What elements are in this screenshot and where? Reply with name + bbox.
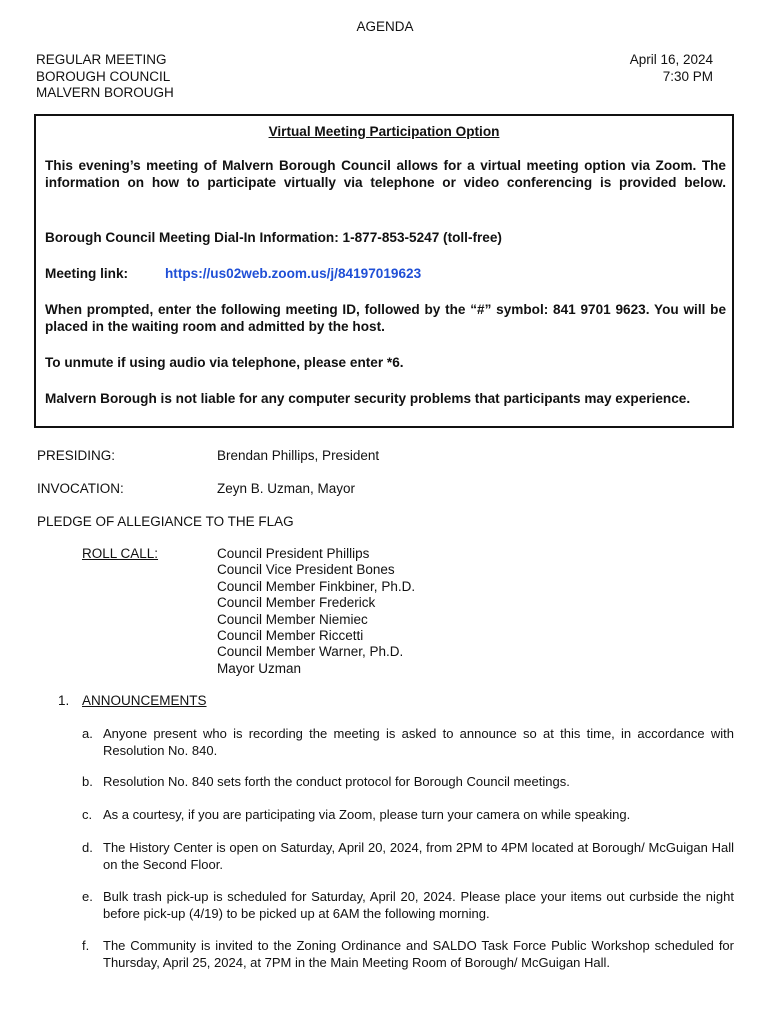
roll-call-member: Council Member Frederick bbox=[217, 595, 376, 611]
roll-call-label: ROLL CALL: bbox=[82, 546, 159, 561]
item-letter: f. bbox=[82, 938, 90, 953]
meeting-header-right bbox=[630, 52, 713, 85]
virtual-intro-text: This evening’s meeting of Malvern Borough Council allows for a virtual meeting option via Zoom. The information on how to participate virtually via telephone or video conferencing is provided below. bbox=[45, 158, 726, 190]
item-text: Anyone present who is recording the meeting is asked to announce so at this time, in accordance with Resolution No. 840. bbox=[103, 726, 734, 758]
header-line-municipality: MALVERN BOROUGH bbox=[36, 85, 174, 100]
pledge-heading: PLEDGE OF ALLEGIANCE TO THE FLAG bbox=[37, 514, 294, 529]
item-text: Bulk trash pick-up is scheduled for Saturday, April 20, 2024. Please place your items out curbside the night before pick-up (4/19) to be picked up at 6AM the following morning. bbox=[103, 889, 734, 921]
item-letter: e. bbox=[82, 889, 93, 904]
agenda-title: AGENDA bbox=[356, 19, 414, 34]
meeting-header-left bbox=[36, 52, 174, 102]
roll-call-member: Council Member Riccetti bbox=[217, 628, 364, 644]
roll-call-member: Council Member Warner, Ph.D. bbox=[217, 644, 404, 660]
presiding-row bbox=[37, 448, 380, 463]
roll-call-member: Council Member Niemiec bbox=[217, 611, 368, 627]
presiding-value: Brendan Phillips, President bbox=[217, 448, 380, 463]
meeting-id-text: When prompted, enter the following meeting ID, followed by the “#” symbol: 841 9701 9623. You will be placed in the waiting room and admitted by the host. bbox=[45, 302, 726, 334]
item-text: As a courtesy, if you are participating via Zoom, please turn your camera on while speaking. bbox=[103, 807, 631, 822]
roll-call-member: Council Member Finkbiner, Ph.D. bbox=[217, 578, 416, 594]
meeting-time: 7:30 PM bbox=[662, 68, 713, 84]
item-letter: c. bbox=[82, 807, 93, 822]
virtual-box-title: Virtual Meeting Participation Option bbox=[268, 124, 500, 139]
meeting-link-label: Meeting link: bbox=[45, 266, 129, 281]
liability-notice: Malvern Borough is not liable for any computer security problems that participants may experience. bbox=[45, 391, 691, 406]
virtual-participation-box bbox=[34, 114, 734, 428]
item-letter: a. bbox=[82, 726, 93, 741]
header-line-meeting-type: REGULAR MEETING bbox=[36, 52, 167, 67]
item-letter: d. bbox=[82, 840, 93, 855]
roll-call-list bbox=[217, 546, 415, 677]
item-letter: b. bbox=[82, 774, 93, 789]
presiding-label: PRESIDING: bbox=[37, 448, 116, 463]
roll-call-member: Mayor Uzman bbox=[217, 660, 302, 676]
invocation-row bbox=[37, 481, 356, 496]
roll-call-member: Council President Phillips bbox=[217, 546, 370, 561]
invocation-label: INVOCATION: bbox=[37, 481, 124, 496]
section-number: 1. bbox=[58, 693, 70, 708]
roll-call-member: Council Vice President Bones bbox=[217, 562, 395, 578]
item-text: Resolution No. 840 sets forth the conduct protocol for Borough Council meetings. bbox=[103, 774, 570, 789]
meeting-link[interactable]: https://us02web.zoom.us/j/84197019623 bbox=[165, 266, 422, 281]
item-text: The History Center is open on Saturday, April 20, 2024, from 2PM to 4PM located at Borough/ McGuigan Hall on the Second Floor. bbox=[103, 840, 734, 872]
section-title-announcements: ANNOUNCEMENTS bbox=[82, 693, 207, 708]
meeting-date: April 16, 2024 bbox=[629, 52, 713, 67]
invocation-value: Zeyn B. Uzman, Mayor bbox=[217, 481, 356, 496]
header-line-body: BOROUGH COUNCIL bbox=[36, 68, 171, 84]
unmute-instructions: To unmute if using audio via telephone, please enter *6. bbox=[45, 355, 404, 370]
dial-in-info: Borough Council Meeting Dial-In Information: 1-877-853-5247 (toll-free) bbox=[45, 230, 502, 245]
item-text: The Community is invited to the Zoning Ordinance and SALDO Task Force Public Workshop scheduled for Thursday, April 25, 2024, at 7PM in the Main Meeting Room of Borough/ McGuigan Hall. bbox=[103, 938, 734, 970]
meeting-link-row bbox=[45, 265, 726, 282]
